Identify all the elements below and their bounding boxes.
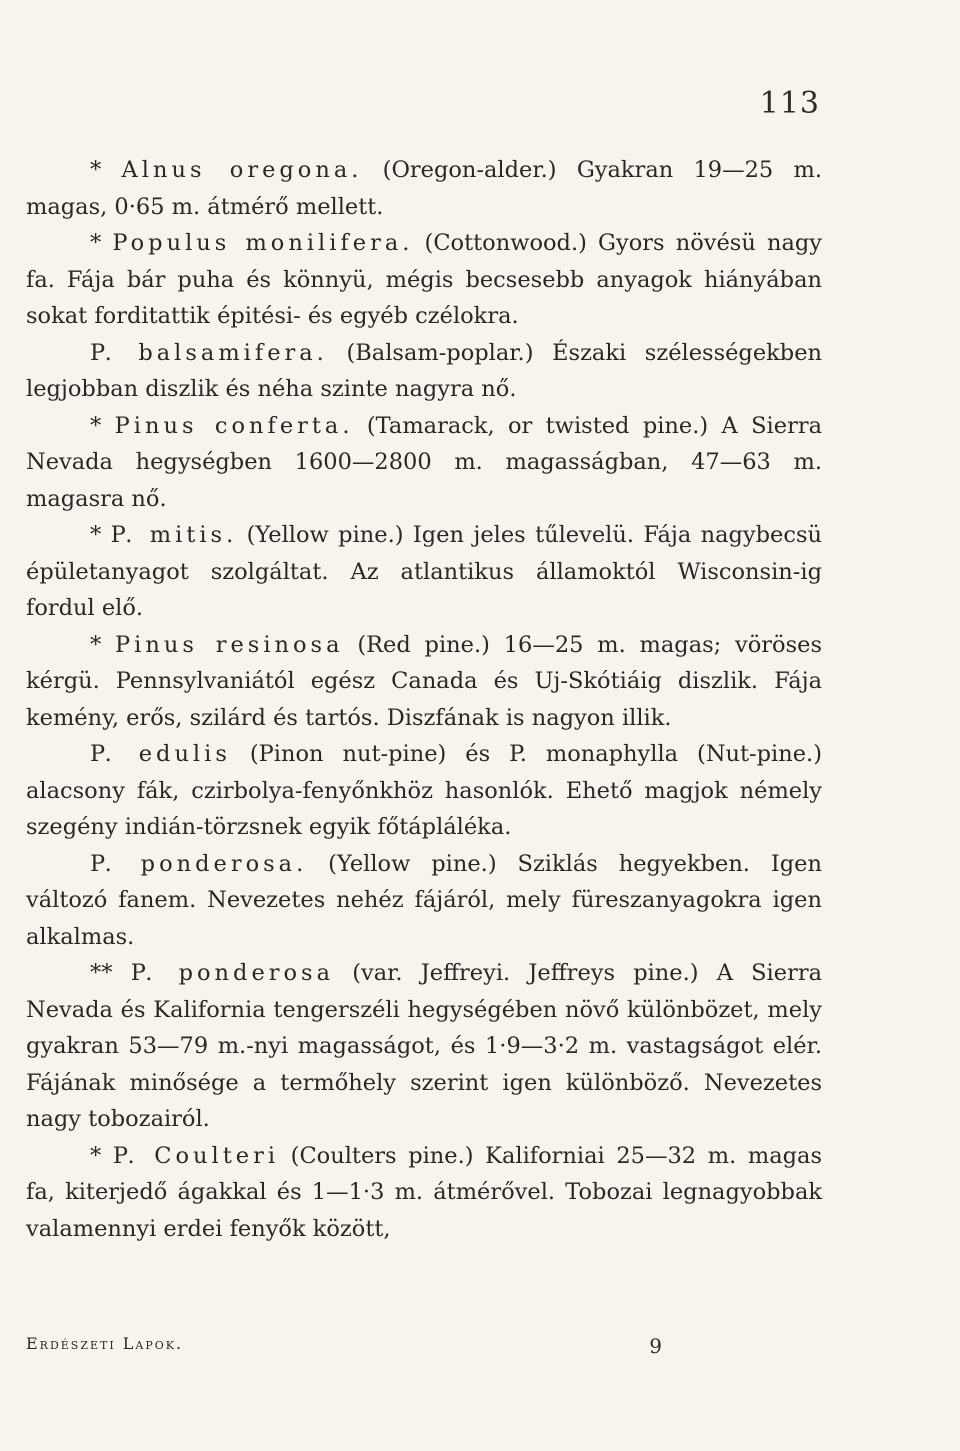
paragraph-text: (Oregon-alder.) Gyakran 19—25 m. magas, 0·65 m. átmérő mellett.	[26, 157, 823, 220]
paragraph-marker: *	[90, 412, 102, 439]
species-name: P. edulis	[90, 741, 231, 767]
paragraph	[26, 517, 822, 627]
species-name: Pinus resinosa	[115, 631, 344, 658]
paragraph	[26, 1138, 822, 1248]
paragraph-text: (var. Jeffreyi. Jeffreys pine.) A Sierra Nevada és Kalifornia tengerszéli hegységében növő különbözet, mely gyakran 53—79 m.-nyi magasságot, és 1·9—3·2 m. vastagságot elér. Fájának minősége a termőhely szerint igen különböző. Nevezetes nagy tobozairól.	[26, 960, 822, 1132]
species-name: P. ponderosa.	[90, 850, 308, 877]
signature-mark: 9	[649, 1334, 662, 1358]
species-name: P. Coulteri	[112, 1142, 280, 1169]
paragraph	[26, 627, 822, 737]
species-name: Pinus conferta.	[114, 412, 354, 439]
paragraph	[26, 152, 822, 225]
paragraph-text: (Balsam-poplar.) Északi szélességekben legjobban diszlik és néha szinte nagyra nő.	[26, 339, 822, 402]
paragraph-marker: *	[90, 230, 102, 256]
paragraph	[26, 955, 822, 1138]
species-name: Populus monilifera.	[112, 230, 414, 256]
species-name: Alnus oregona.	[121, 157, 363, 183]
page-footer	[26, 1334, 822, 1364]
journal-title: Erdészeti Lapok.	[26, 1334, 184, 1353]
paragraph-marker: *	[90, 631, 102, 658]
paragraph-marker: *	[90, 157, 102, 183]
paragraph-text: (Yellow pine.) Sziklás hegyekben. Igen változó fanem. Nevezetes nehéz fájáról, mely füreszanyagokra igen alkalmas.	[26, 850, 822, 950]
paragraph-text: (Tamarack, or twisted pine.) A Sierra Nevada hegységben 1600—2800 m. magasságban, 47—63 m. magasra nő.	[26, 412, 822, 512]
paragraph-text: (Red pine.) 16—25 m. magas; vöröses kérgü. Pennsylvaniától egész Canada és Uj-Skótiáig diszlik. Fája kemény, erős, szilárd és tartós. Diszfának is nagyon illik.	[26, 631, 822, 731]
page-number: 113	[759, 86, 820, 121]
paragraph-text: (Coulters pine.) Kaliforniai 25—32 m. magas fa, kiterjedő ágakkal és 1—1·3 m. átmérővel. Tobozai legnagyobbak valamennyi erdei fenyők között,	[26, 1142, 822, 1242]
paragraph	[26, 335, 822, 408]
paragraph	[26, 408, 822, 518]
paragraph-marker: *	[90, 1142, 102, 1169]
body-text	[26, 152, 822, 1247]
paragraph-marker: **	[90, 960, 113, 986]
species-name: P. mitis.	[110, 522, 238, 548]
paragraph	[26, 736, 822, 846]
paragraph-marker: *	[90, 522, 102, 548]
species-name: P. balsamifera.	[90, 339, 328, 366]
paragraph	[26, 225, 822, 335]
paragraph-text: (Cottonwood.) Gyors növésü nagy fa. Fája bár puha és könnyü, mégis becsesebb anyagok hiányában sokat forditattik épitési- és egyéb czélokra.	[26, 230, 822, 329]
paragraph-text: (Pinon nut-pine) és P. monaphylla (Nut-pine.) alacsony fák, czirbolya-fenyőnkhöz hasonlók. Ehető magjok némely szegény indián-törzsnek egyik főtápláléka.	[26, 741, 822, 840]
paragraph	[26, 846, 822, 956]
species-name: P. ponderosa	[130, 960, 335, 986]
paragraph-text: (Yellow pine.) Igen jeles tűlevelü. Fája nagybecsü épületanyagot szolgáltat. Az atlantikus államoktól Wisconsin-ig fordul elő.	[26, 522, 822, 621]
